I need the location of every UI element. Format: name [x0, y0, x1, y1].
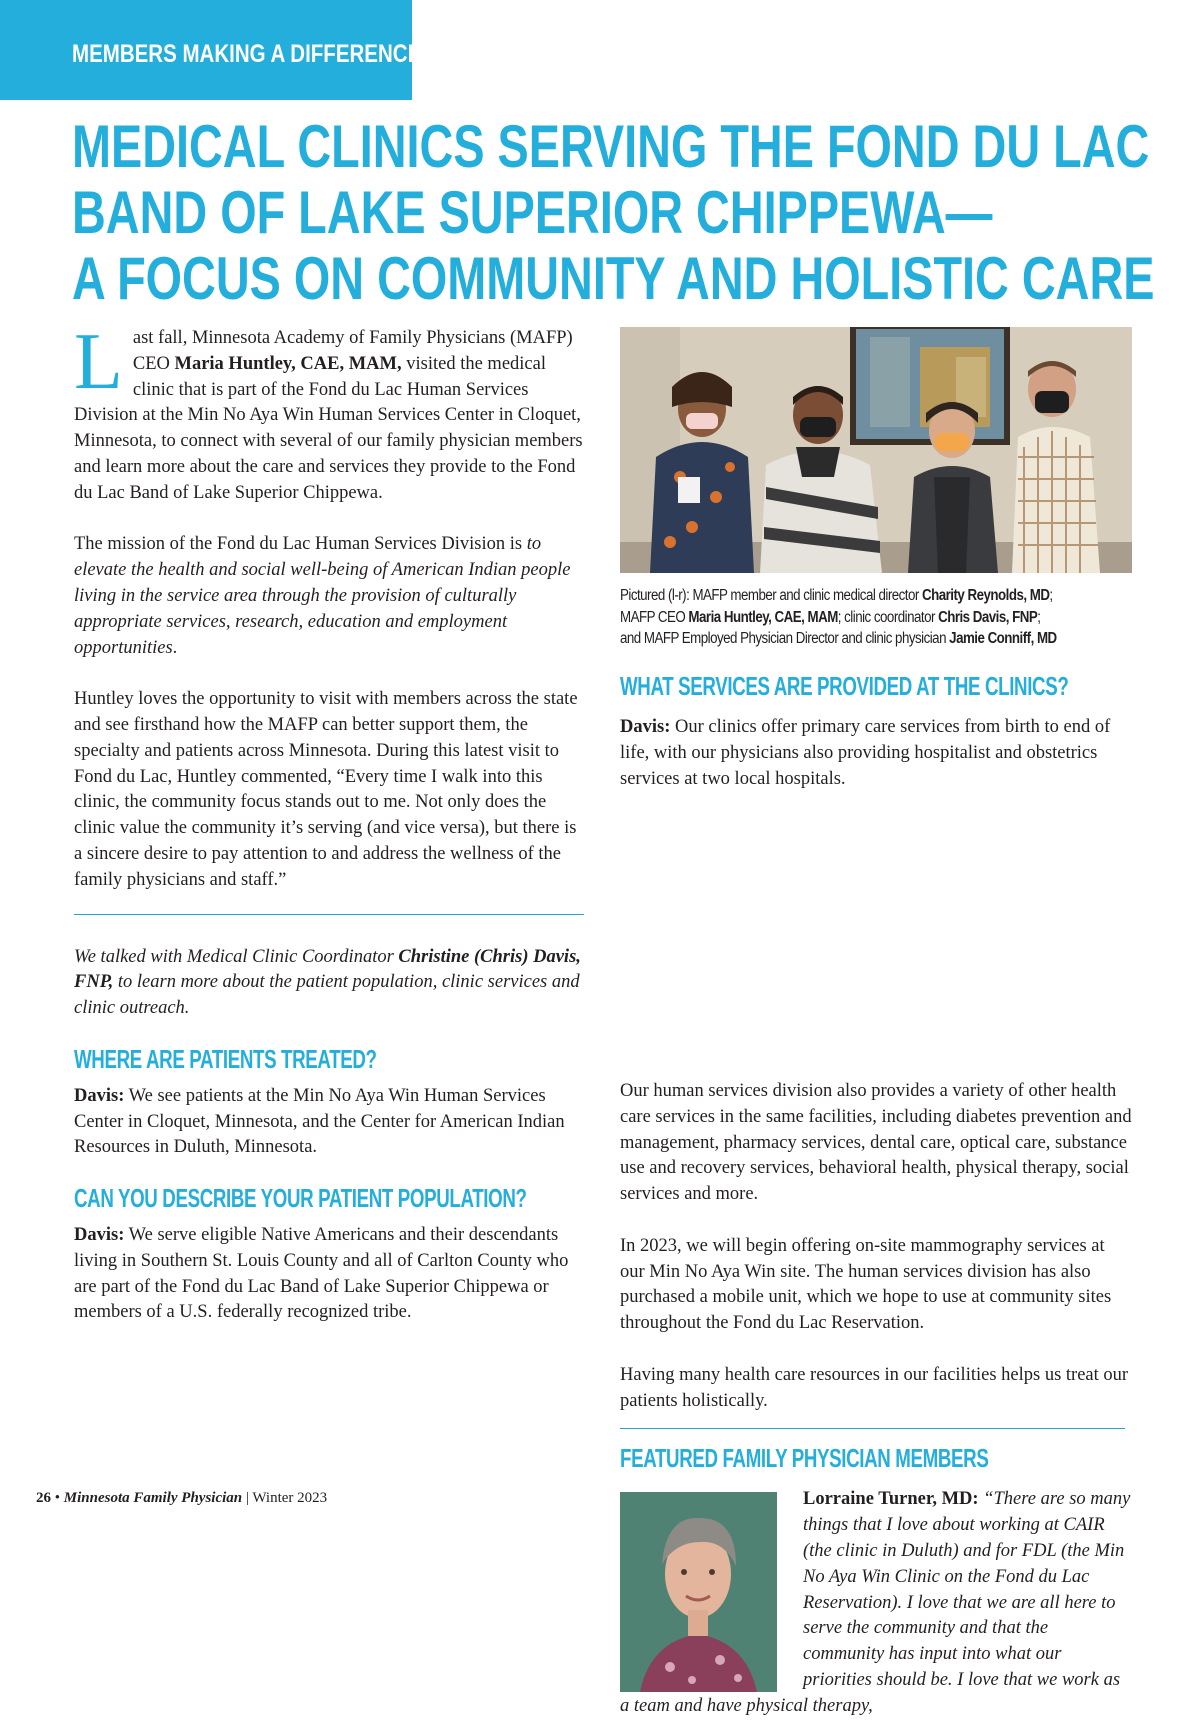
page-footer: [36, 1490, 327, 1507]
physician-portrait: [620, 1492, 777, 1692]
caption-text: and MAFP Employed Physician Director and clinic physician: [620, 630, 950, 647]
intro-paragraph-1: [74, 318, 584, 507]
physician-name: Lorraine Turner, MD:: [803, 1489, 979, 1510]
services-paragraph-3: In 2023, we will begin offering on-site mammography services at our Min No Aya Win site. The human services division has also purchased a mobile unit, which we hope to use at community sites throughout the Fond du Lac Reservation.: [620, 1235, 1112, 1334]
group-photo-illustration: [620, 327, 1132, 573]
photo-caption-block: [620, 585, 1132, 853]
footer-separator: |: [245, 1490, 249, 1506]
caption-name: Jamie Conniff, MD: [949, 630, 1057, 647]
section-tab: [0, 0, 422, 100]
caption-line-2: [620, 607, 1136, 629]
caption-text: ;: [1037, 608, 1041, 626]
answer-where-treated: [74, 1084, 584, 1161]
portrait-illustration: [620, 1492, 777, 1692]
caption-text: ; clinic coordinator: [837, 608, 939, 626]
speaker-label: Davis:: [620, 717, 671, 737]
heading-services: WHAT SERVICES ARE PROVIDED AT THE CLINICS?: [620, 671, 1069, 701]
interview-intro: [74, 945, 584, 1022]
caption-text: Pictured (l-r): MAFP member and clinic medical director: [620, 587, 922, 604]
heading-featured-members: FEATURED FAMILY PHYSICIAN MEMBERS: [620, 1443, 989, 1474]
section-tab-label: MEMBERS MAKING A DIFFERENCE: [72, 40, 422, 68]
speaker-label: Davis:: [74, 1085, 125, 1106]
issue-date: Winter 2023: [252, 1490, 328, 1506]
intro-paragraph-3: Huntley loves the opportunity to visit with members across the state and see firsthand how the MAFP can better support them, the specialty and patients across Minnesota. During this latest visit to Fond du Lac, Huntley commented, “Every time I walk into this clinic, the community focus stands out to me. Not only does the clinic value the community it’s serving (and vice versa), but there is a sincere desire to pay attention to and address the wellness of the family physicians and staff.”: [74, 689, 578, 890]
interview-intro-text-end: to learn more about the patient population, clinic services and clinic outreach.: [74, 972, 580, 1019]
intro-p1-name: Maria Huntley, CAE, MAM,: [174, 353, 402, 374]
answer-text: We see patients at the Min No Aya Win Human Services Center in Cloquet, Minnesota, and the Center for American Indian Resources in Duluth, Minnesota.: [74, 1085, 565, 1158]
interview-subject-name: Christine (Chris) Davis, FNP,: [74, 946, 581, 993]
drop-cap: L: [74, 318, 123, 406]
intro-p1-text-end: visited the medical clinic that is part of the Fond du Lac Human Services Division at the Min No Aya Win Human Services Center in Cloquet, Minnesota, to connect with several of our family physician members and learn more about the care and services they provide to the Fond du Lac Band of Lake Superior Chippewa.: [74, 353, 583, 503]
section-divider: [620, 1428, 1125, 1429]
caption-name: Charity Reynolds, MD: [921, 587, 1050, 604]
heading-where-treated: WHERE ARE PATIENTS TREATED?: [74, 1043, 377, 1074]
left-column: [74, 318, 584, 1352]
answer-services: [620, 715, 1132, 792]
page-number: 26: [36, 1490, 51, 1506]
right-column: [620, 327, 1132, 1720]
caption-name: Maria Huntley, CAE, MAM: [688, 608, 838, 626]
headline-line-2: BAND OF LAKE SUPERIOR CHIPPEWA—: [72, 179, 993, 246]
footer-bullet: •: [54, 1490, 61, 1506]
publication-name: Minnesota Family Physician: [63, 1490, 243, 1506]
services-paragraph-4: Having many health care resources in our facilities helps us treat our patients holistically.: [620, 1364, 1129, 1411]
intro-p1-text: ast fall, Minnesota Academy of Family Physicians (MAFP) CEO: [132, 328, 573, 374]
headline-line-1: MEDICAL CLINICS SERVING THE FOND DU LAC: [72, 113, 1150, 180]
intro-paragraph-2: [74, 532, 584, 661]
article-headline: [72, 113, 1155, 312]
caption-line-1: [620, 585, 1136, 607]
caption-line-3: [620, 628, 1136, 650]
heading-patient-population: CAN YOU DESCRIBE YOUR PATIENT POPULATION?: [74, 1182, 527, 1213]
photo-caption: [620, 585, 1136, 650]
interview-intro-text: We talked with Medical Clinic Coordinator: [74, 946, 399, 967]
services-paragraph-2: Our human services division also provides a variety of other health care services in the same facilities, including diabetes prevention and management, pharmacy services, dental care, optical care, substance use and recovery services, behavioral health, physical therapy, social services and more.: [620, 1081, 1132, 1205]
services-continued: [620, 1079, 1132, 1720]
intro-p2-end: .: [172, 637, 178, 658]
section-divider: [74, 914, 584, 915]
group-photo: [620, 327, 1132, 573]
answer-patient-population: [74, 1223, 584, 1326]
headline-line-3: A FOCUS ON COMMUNITY AND HOLISTIC CARE: [72, 245, 1155, 312]
physician-quote-text: “There are so many things that I love about working at CAIR (the clinic in Duluth) and for FDL (the Min No Aya Win Clinic on the Fond du Lac Reservation). I love that we are all here to serve the community and that the community has input into what our priorities should be. I love that we work as a team and have physical therapy,: [620, 1489, 1131, 1716]
caption-name: Chris Davis, FNP: [938, 608, 1038, 626]
speaker-label: Davis:: [74, 1224, 125, 1245]
intro-p2-text: The mission of the Fond du Lac Human Services Division is: [74, 534, 527, 555]
caption-text: ;: [1049, 587, 1053, 604]
answer-text: Our clinics offer primary care services from birth to end of life, with our physicians also providing hospitalist and obstetrics services at two local hospitals.: [620, 717, 1111, 789]
mission-statement: to elevate the health and social well-being of American Indian people living in the service area through the provision of culturally appropriate services, research, education and employment opportunities: [74, 534, 571, 658]
caption-text: MAFP CEO: [620, 608, 689, 626]
answer-text: We serve eligible Native Americans and their descendants living in Southern St. Louis County and all of Carlton County who are part of the Fond du Lac Band of Lake Superior Chippewa or members of a U.S. federally recognized tribe.: [74, 1224, 569, 1323]
